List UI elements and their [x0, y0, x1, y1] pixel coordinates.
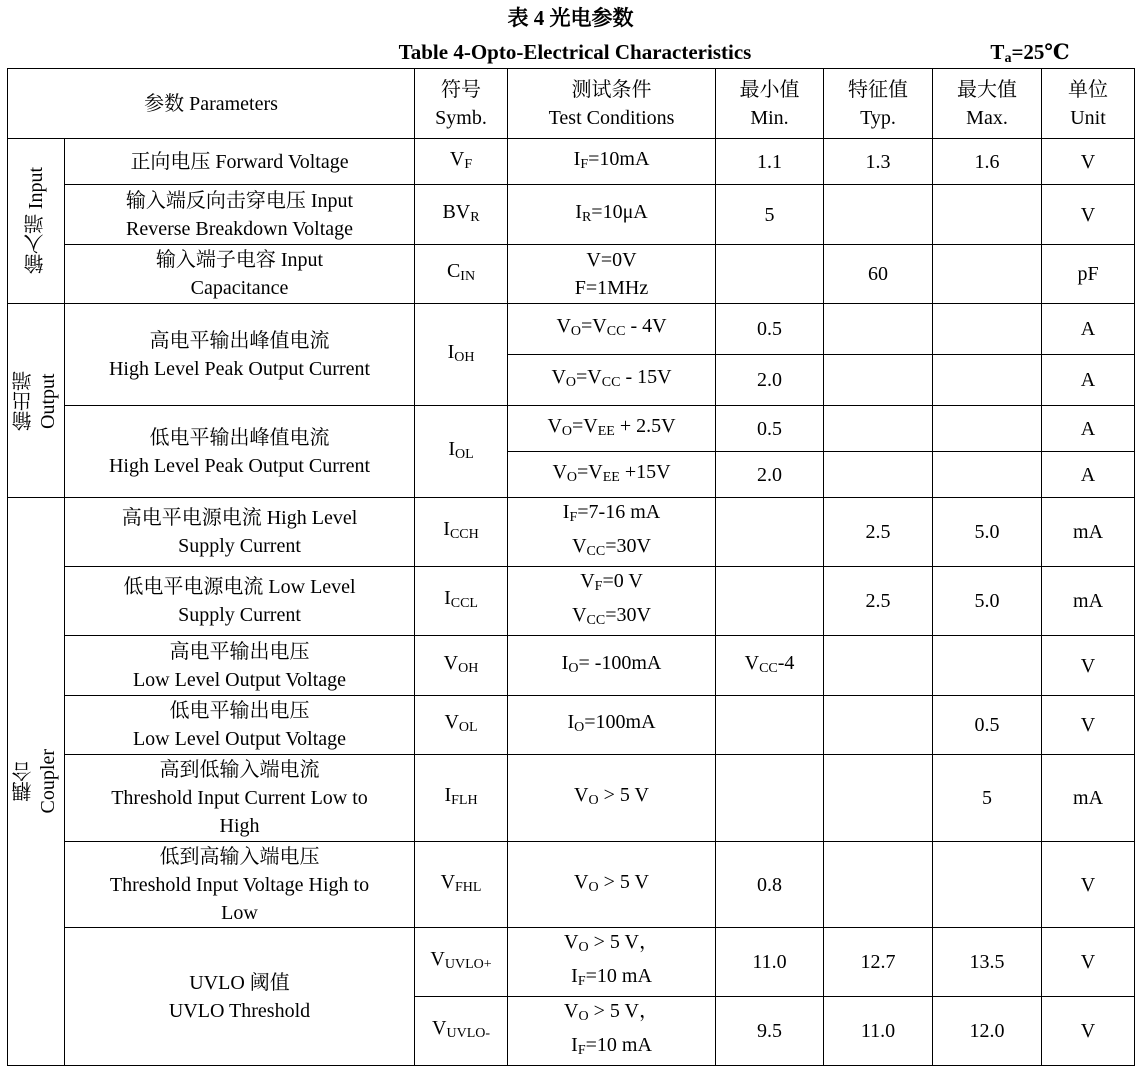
param-cell: [65, 498, 415, 567]
cond-line: [508, 1031, 715, 1065]
param-text: 低到高输入端电压: [159, 845, 320, 868]
typ-cell: [824, 636, 933, 696]
unit-cell: pF: [1042, 245, 1135, 304]
unit-cell: V: [1042, 696, 1135, 755]
max-cell: [933, 304, 1042, 355]
cond-tail: =10 mA: [585, 1034, 652, 1056]
max-cell: [933, 355, 1042, 406]
cond-main: I: [567, 711, 575, 733]
cond-subscript: CC: [586, 613, 606, 628]
cond-tail: =0 V: [602, 570, 643, 592]
max-cell: 5: [933, 755, 1042, 842]
typ-cell: [824, 304, 933, 355]
header-min-cn: 最小值: [739, 78, 800, 101]
group-label-coupler-cn: 耦合: [13, 761, 35, 802]
min-cell: 9.5: [716, 997, 824, 1066]
symbol-cell: [415, 755, 508, 842]
min-cell: [716, 696, 824, 755]
table-row: [8, 406, 1135, 452]
cond-main: V: [547, 414, 562, 437]
table-row: [8, 928, 1135, 997]
param-text: Capacitance: [190, 277, 289, 299]
table-row: [8, 636, 1135, 696]
cond-subscript: O: [588, 879, 599, 895]
group-label-coupler: [8, 498, 65, 1066]
cond-tail: =10 mA: [585, 965, 652, 987]
param-cell: [65, 696, 415, 755]
symbol-subscript: IN: [460, 269, 476, 284]
cond-tail: > 5 V，: [588, 1000, 659, 1022]
min-cell: 1.1: [716, 139, 824, 185]
condition-cell: [508, 636, 716, 696]
header-test-conditions-en: Test Conditions: [548, 106, 675, 129]
symbol-cell: [415, 498, 508, 567]
cond-subscript: O: [578, 1009, 589, 1024]
cond-main: V: [580, 570, 595, 592]
unit-cell: mA: [1042, 755, 1135, 842]
symbol-cell: [415, 997, 508, 1066]
symbol-subscript: OL: [455, 446, 474, 462]
cond-line: [508, 532, 715, 566]
symbol-cell: [415, 185, 508, 245]
cond-main: V: [564, 931, 579, 953]
cond-subscript: O: [568, 660, 579, 676]
typ-cell: 11.0: [824, 997, 933, 1066]
cond-tail: > 5 V，: [588, 931, 659, 953]
header-max-en: Max.: [966, 106, 1008, 129]
param-text: 低电平电源电流 Low Level: [123, 576, 356, 598]
min-main: V: [744, 651, 760, 674]
unit-cell: V: [1042, 842, 1135, 928]
header-unit-cn: 单位: [1068, 78, 1109, 101]
cond-subscript: F: [594, 579, 603, 594]
cond-line: [508, 962, 715, 996]
unit-cell: A: [1042, 304, 1135, 355]
header-min: [716, 69, 824, 139]
condition-cell: [508, 696, 716, 755]
symbol-subscript: FLH: [451, 793, 478, 808]
cond-tail: - 15V: [620, 366, 672, 388]
param-text: UVLO 阈值: [189, 971, 290, 994]
symbol-cell: [415, 139, 508, 185]
param-text: Supply Current: [178, 604, 301, 626]
param-cell: [65, 567, 415, 636]
condition-cell: [508, 755, 716, 842]
cond-subscript: O: [565, 375, 577, 390]
unit-cell: mA: [1042, 498, 1135, 567]
header-min-en: Min.: [750, 106, 789, 129]
param-cell: [65, 406, 415, 498]
header-typ-cn: 特征值: [848, 78, 909, 101]
header-typ: [824, 69, 933, 139]
min-cell: [716, 755, 824, 842]
condition-cell: [508, 185, 716, 245]
param-cell: [65, 755, 415, 842]
header-symbol-cn: 符号: [441, 78, 482, 101]
max-cell: 0.5: [933, 696, 1042, 755]
condition-cell: [508, 304, 716, 355]
cond-line: [508, 997, 715, 1031]
cond-tail: =100mA: [584, 711, 656, 733]
max-cell: [933, 636, 1042, 696]
group-label-output-en: Output: [37, 372, 59, 429]
header-test-conditions: [508, 69, 716, 139]
condition-cell: [508, 498, 716, 567]
min-cell: 5: [716, 185, 824, 245]
min-cell: [716, 245, 824, 304]
cond-tail: +15V: [619, 460, 671, 483]
unit-cell: A: [1042, 355, 1135, 406]
header-symbol: [415, 69, 508, 139]
typ-cell: [824, 406, 933, 452]
symbol-subscript: F: [464, 156, 473, 172]
param-text: 输入端反向击穿电压 Input: [125, 189, 354, 212]
min-cell: [716, 636, 824, 696]
symbol-main: V: [443, 651, 459, 674]
cond-subscript: O: [578, 940, 589, 955]
param-cell: [65, 636, 415, 696]
condition-cell: [508, 406, 716, 452]
ta-symbol: T: [990, 40, 1005, 64]
param-text: Low Level Output Voltage: [132, 668, 347, 691]
typ-cell: 2.5: [824, 567, 933, 636]
cond-main: V: [564, 1000, 579, 1022]
max-cell: 1.6: [933, 139, 1042, 185]
cond-subscript: CC: [606, 324, 626, 339]
symbol-cell: [415, 696, 508, 755]
unit-cell: A: [1042, 406, 1135, 452]
typ-cell: [824, 842, 933, 928]
cond-main: V: [572, 604, 587, 626]
condition-cell: [508, 842, 716, 928]
symbol-main: V: [432, 1017, 447, 1039]
cond-subscript: F: [577, 1043, 586, 1058]
table-row: [8, 755, 1135, 842]
param-text: Threshold Input Voltage High to: [109, 873, 370, 896]
ambient-temperature-note: [960, 38, 1100, 66]
cond-tail: > 5 V: [598, 784, 649, 806]
cond-tail: =10μA: [591, 200, 648, 223]
header-unit: [1042, 69, 1135, 139]
max-cell: 13.5: [933, 928, 1042, 997]
header-symbol-en: Symb.: [435, 106, 487, 129]
cond-subscript: CC: [601, 375, 621, 390]
param-cell: [65, 928, 415, 1066]
header-row: [8, 69, 1135, 139]
condition-cell: [508, 245, 716, 304]
table-row: [8, 696, 1135, 755]
symbol-main: V: [440, 870, 456, 893]
symbol-main: I: [447, 340, 455, 363]
cond-tail: = -100mA: [578, 651, 662, 674]
condition-cell: [508, 355, 716, 406]
unit-cell: V: [1042, 636, 1135, 696]
min-cell: [716, 567, 824, 636]
param-text: 低电平输出峰值电流: [149, 426, 330, 449]
cond-subscript: O: [566, 469, 578, 485]
table-row: [8, 245, 1135, 304]
cond-main: V: [572, 535, 587, 557]
symbol-main: I: [443, 518, 450, 540]
table-title-english: Table 4-Opto-Electrical Characteristics: [398, 40, 752, 64]
symbol-subscript: CCL: [450, 596, 478, 611]
max-cell: 12.0: [933, 997, 1042, 1066]
group-label-output-cn: 输出端: [13, 370, 35, 431]
cond-tail: =30V: [605, 535, 651, 557]
symbol-cell: [415, 636, 508, 696]
cond-main: V: [574, 870, 589, 893]
group-label-output: [8, 304, 65, 498]
cond-main: =V: [581, 315, 607, 337]
symbol-cell: [415, 304, 508, 406]
typ-cell: 12.7: [824, 928, 933, 997]
cond-tail: + 2.5V: [614, 414, 676, 437]
cond-subscript: EE: [597, 423, 615, 439]
min-cell: 2.0: [716, 355, 824, 406]
symbol-subscript: FHL: [455, 879, 482, 895]
symbol-main: BV: [442, 200, 471, 223]
table-row: [8, 185, 1135, 245]
header-max: [933, 69, 1042, 139]
cond-subscript: F: [569, 510, 578, 525]
max-cell: [933, 406, 1042, 452]
symbol-subscript: OL: [458, 720, 478, 735]
header-typ-en: Typ.: [860, 106, 896, 129]
symbol-cell: [415, 245, 508, 304]
condition-cell: [508, 452, 716, 498]
condition-cell: [508, 928, 716, 997]
opto-electrical-table: [7, 68, 1135, 1066]
param-cell: [65, 139, 415, 185]
min-tail: -4: [777, 651, 795, 674]
unit-cell: V: [1042, 139, 1135, 185]
typ-cell: [824, 755, 933, 842]
cond-line: F=1MHz: [574, 277, 649, 299]
cond-tail: =7-16 mA: [577, 501, 661, 523]
param-text: Low: [221, 901, 258, 924]
typ-cell: 60: [824, 245, 933, 304]
typ-cell: [824, 696, 933, 755]
group-label-input: [8, 139, 65, 304]
max-cell: 5.0: [933, 567, 1042, 636]
header-test-conditions-cn: 测试条件: [571, 78, 652, 101]
symbol-main: V: [430, 948, 445, 970]
cond-subscript: CC: [586, 544, 606, 559]
cond-main: V: [574, 784, 589, 806]
typ-cell: [824, 452, 933, 498]
param-cell: [65, 304, 415, 406]
max-cell: [933, 842, 1042, 928]
cond-main: I: [571, 1034, 578, 1056]
symbol-cell: [415, 567, 508, 636]
cond-main: =V: [576, 366, 602, 388]
param-text: High: [219, 815, 260, 837]
param-text: Threshold Input Current Low to: [111, 787, 368, 809]
min-cell: 11.0: [716, 928, 824, 997]
condition-cell: [508, 997, 716, 1066]
cond-subscript: O: [570, 324, 582, 339]
param-text: 高到低输入端电流: [159, 759, 320, 781]
param-text: 高电平电源电流 High Level: [121, 507, 358, 529]
typ-cell: [824, 355, 933, 406]
cond-main: V: [551, 366, 566, 388]
table-row: [8, 498, 1135, 567]
symbol-cell: [415, 928, 508, 997]
unit-cell: mA: [1042, 567, 1135, 636]
cond-main: V: [556, 315, 571, 337]
cond-main: I: [573, 147, 581, 170]
symbol-subscript: OH: [454, 349, 475, 365]
min-cell: 0.5: [716, 304, 824, 355]
cond-main: V: [552, 460, 567, 483]
cond-subscript: O: [574, 720, 585, 735]
cond-main: =V: [572, 414, 598, 437]
cond-line: [508, 567, 715, 601]
cond-line: [508, 928, 715, 962]
header-parameters: 参数 Parameters: [8, 69, 415, 139]
max-cell: 5.0: [933, 498, 1042, 567]
cond-line: [508, 601, 715, 635]
unit-cell: V: [1042, 997, 1135, 1066]
param-cell: [65, 842, 415, 928]
cond-main: I: [571, 965, 578, 987]
cond-subscript: R: [581, 209, 592, 225]
table-row: [8, 139, 1135, 185]
symbol-main: I: [448, 437, 456, 460]
symbol-cell: [415, 406, 508, 498]
cond-main: I: [562, 501, 570, 523]
symbol-main: V: [449, 147, 465, 170]
param-cell: [65, 245, 415, 304]
cond-subscript: F: [580, 156, 589, 172]
max-cell: [933, 245, 1042, 304]
table-title-chinese: 表 4 光电参数: [507, 6, 634, 30]
param-text: 低电平输出电压: [169, 700, 310, 722]
param-text: 输入端子电容 Input: [155, 249, 324, 271]
typ-cell: 2.5: [824, 498, 933, 567]
symbol-main: V: [444, 711, 459, 733]
cond-subscript: EE: [602, 469, 620, 485]
symbol-subscript: UVLO-: [446, 1026, 491, 1041]
symbol-subscript: UVLO+: [444, 957, 492, 972]
table-row: [8, 567, 1135, 636]
header-unit-en: Unit: [1070, 106, 1106, 129]
ta-subscript: a: [1004, 51, 1012, 66]
typ-cell: [824, 185, 933, 245]
group-label-coupler-en: Coupler: [37, 749, 59, 814]
cond-subscript: O: [588, 793, 599, 808]
symbol-main: I: [444, 587, 451, 609]
cond-line: [508, 498, 715, 532]
param-text: Reverse Breakdown Voltage: [126, 217, 353, 240]
cond-tail: - 4V: [625, 315, 667, 337]
table-row: [8, 304, 1135, 355]
cond-tail: =30V: [605, 604, 651, 626]
cond-main: I: [575, 200, 582, 223]
typ-cell: 1.3: [824, 139, 933, 185]
min-subscript: CC: [759, 660, 778, 676]
symbol-cell: [415, 842, 508, 928]
table-row: [8, 842, 1135, 928]
symbol-main: I: [444, 784, 452, 806]
param-text: UVLO Threshold: [168, 999, 311, 1022]
min-cell: 0.5: [716, 406, 824, 452]
cond-line: V=0V: [586, 249, 637, 271]
max-cell: [933, 452, 1042, 498]
param-text: High Level Peak Output Current: [108, 454, 371, 477]
ta-value: =25℃: [1011, 40, 1070, 64]
param-text: Supply Current: [178, 535, 301, 557]
param-text: Low Level Output Voltage: [132, 728, 347, 750]
cond-tail: =10mA: [588, 147, 650, 170]
param-text: 高电平输出峰值电流: [149, 329, 330, 352]
cond-tail: > 5 V: [598, 870, 649, 893]
param-text: 正向电压 Forward Voltage: [130, 150, 349, 173]
param-text: High Level Peak Output Current: [108, 357, 371, 380]
param-text: 高电平输出电压: [169, 640, 310, 663]
min-cell: 0.8: [716, 842, 824, 928]
header-max-cn: 最大值: [957, 78, 1018, 101]
symbol-main: C: [446, 260, 461, 282]
condition-cell: [508, 567, 716, 636]
unit-cell: V: [1042, 928, 1135, 997]
cond-subscript: F: [577, 974, 586, 989]
symbol-subscript: OH: [458, 660, 479, 676]
max-cell: [933, 185, 1042, 245]
min-cell: 2.0: [716, 452, 824, 498]
symbol-subscript: R: [470, 209, 480, 225]
symbol-subscript: CCH: [449, 527, 479, 542]
unit-cell: V: [1042, 185, 1135, 245]
cond-subscript: O: [561, 423, 573, 439]
unit-cell: A: [1042, 452, 1135, 498]
cond-main: I: [561, 651, 569, 674]
group-label-input-text: 输入端 Input: [25, 167, 47, 275]
cond-main: =V: [577, 460, 603, 483]
condition-cell: [508, 139, 716, 185]
min-cell: [716, 498, 824, 567]
param-cell: [65, 185, 415, 245]
